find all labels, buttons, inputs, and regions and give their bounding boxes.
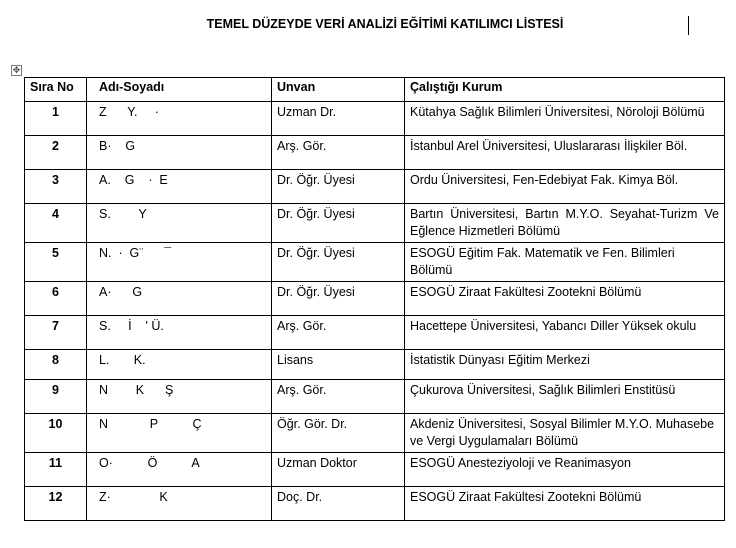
row-number: 2 — [25, 136, 87, 170]
document-title: TEMEL DÜZEYDE VERİ ANALİZİ EĞİTİMİ KATILIMCI LİSTESİ — [206, 17, 564, 31]
row-number: 4 — [25, 204, 87, 243]
name-text: N. · G¨ ¯ — [99, 246, 172, 260]
row-number: 1 — [25, 102, 87, 136]
participant-name — [87, 316, 272, 350]
name-text: L. K. — [99, 353, 146, 367]
row-number: 5 — [25, 243, 87, 282]
participant-title: Uzman Doktor — [272, 453, 405, 487]
participant-title: Dr. Öğr. Üyesi — [272, 282, 405, 316]
name-text: Z· K — [99, 490, 168, 504]
table-row — [25, 380, 725, 414]
header-adi-soyadi: Adı-Soyadı — [87, 78, 272, 102]
participant-name — [87, 350, 272, 380]
participant-institution: Hacettepe Üniversitesi, Yabancı Diller Yüksek okulu — [405, 316, 725, 350]
row-number: 7 — [25, 316, 87, 350]
name-text: Z Y. · — [99, 105, 159, 119]
participant-name — [87, 487, 272, 521]
participant-title: Arş. Gör. — [272, 316, 405, 350]
table-row — [25, 414, 725, 453]
row-number: 10 — [25, 414, 87, 453]
table-row — [25, 453, 725, 487]
row-number: 6 — [25, 282, 87, 316]
participant-name — [87, 414, 272, 453]
participant-institution: ESOGÜ Ziraat Fakültesi Zootekni Bölümü — [405, 282, 725, 316]
participant-institution: İstatistik Dünyası Eğitim Merkezi — [405, 350, 725, 380]
table-row — [25, 316, 725, 350]
table-header-row — [25, 78, 725, 102]
row-number: 9 — [25, 380, 87, 414]
table-row — [25, 136, 725, 170]
participant-title: Uzman Dr. — [272, 102, 405, 136]
participant-table — [24, 77, 725, 521]
name-text: N K Ş — [99, 383, 174, 397]
participant-title: Arş. Gör. — [272, 380, 405, 414]
text-cursor — [688, 16, 689, 35]
participant-institution: ESOGÜ Eğitim Fak. Matematik ve Fen. Bilimleri Bölümü — [405, 243, 725, 282]
participant-institution: ESOGÜ Ziraat Fakültesi Zootekni Bölümü — [405, 487, 725, 521]
participant-name — [87, 380, 272, 414]
participant-name — [87, 204, 272, 243]
table-row — [25, 170, 725, 204]
row-number: 8 — [25, 350, 87, 380]
name-text: A· G — [99, 285, 143, 299]
name-text: B· G — [99, 139, 136, 153]
name-text: O· Ö A — [99, 456, 200, 470]
participant-title: Öğr. Gör. Dr. — [272, 414, 405, 453]
name-text: N P Ç — [99, 417, 202, 431]
table-body — [25, 102, 725, 521]
participant-name — [87, 243, 272, 282]
table-row — [25, 102, 725, 136]
table-row — [25, 282, 725, 316]
participant-institution: Çukurova Üniversitesi, Sağlık Bilimleri Enstitüsü — [405, 380, 725, 414]
participant-institution: Ordu Üniversitesi, Fen-Edebiyat Fak. Kimya Böl. — [405, 170, 725, 204]
header-sira-no: Sıra No — [25, 78, 87, 102]
table-move-handle-icon[interactable]: ✥ — [12, 65, 21, 75]
name-text: A. G · E — [99, 173, 168, 187]
participant-title: Dr. Öğr. Üyesi — [272, 204, 405, 243]
header-unvan: Unvan — [272, 78, 405, 102]
table-row — [25, 350, 725, 380]
participant-title: Doç. Dr. — [272, 487, 405, 521]
participant-title: Arş. Gör. — [272, 136, 405, 170]
name-text: S. Y — [99, 207, 147, 221]
participant-title: Lisans — [272, 350, 405, 380]
header-calistigi-kurum: Çalıştığı Kurum — [405, 78, 725, 102]
row-number: 11 — [25, 453, 87, 487]
table-row — [25, 487, 725, 521]
participant-name — [87, 453, 272, 487]
table-row — [25, 204, 725, 243]
participant-title: Dr. Öğr. Üyesi — [272, 170, 405, 204]
row-number: 12 — [25, 487, 87, 521]
participant-name — [87, 136, 272, 170]
participant-institution: ESOGÜ Anesteziyoloji ve Reanimasyon — [405, 453, 725, 487]
table-row — [25, 243, 725, 282]
participant-institution: Bartın Üniversitesi, Bartın M.Y.O. Seyahat-Turizm Ve Eğlence Hizmetleri Bölümü — [405, 204, 725, 243]
participant-name — [87, 102, 272, 136]
participant-name — [87, 170, 272, 204]
participant-institution: Akdeniz Üniversitesi, Sosyal Bilimler M.Y.O. Muhasebe ve Vergi Uygulamaları Bölümü — [405, 414, 725, 453]
participant-institution: İstanbul Arel Üniversitesi, Uluslararası İlişkiler Böl. — [405, 136, 725, 170]
participant-institution: Kütahya Sağlık Bilimleri Üniversitesi, Nöroloji Bölümü — [405, 102, 725, 136]
name-text: S. İ ' Ü. — [99, 319, 164, 333]
participant-name — [87, 282, 272, 316]
participant-title: Dr. Öğr. Üyesi — [272, 243, 405, 282]
row-number: 3 — [25, 170, 87, 204]
